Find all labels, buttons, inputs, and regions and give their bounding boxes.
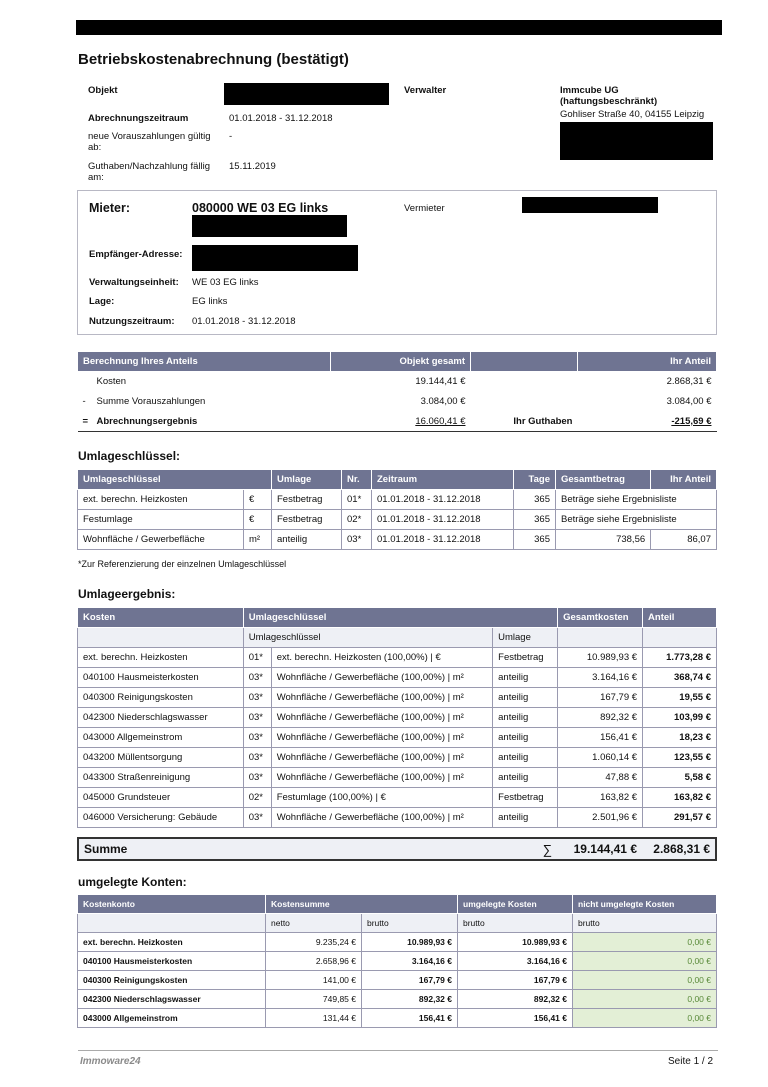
- redacted-empfaenger: [192, 245, 358, 271]
- abrechnungsergebnis-row: = Abrechnungsergebnis 16.060,41 € Ihr Guthaben -215,69 €: [78, 412, 717, 432]
- umlageergebnis-title: Umlageergebnis:: [78, 587, 176, 601]
- redacted-vermieter: [522, 197, 658, 213]
- nutzungszeitraum-value: 01.01.2018 - 31.12.2018: [192, 316, 296, 327]
- table-row: Festumlage € Festbetrag 02* 01.01.2018 - 31.12.2018 365 Beträge siehe Ergebnisliste: [78, 510, 717, 530]
- table-row: 040100 Hausmeisterkosten 2.658,96 € 3.164,16 € 3.164,16 € 0,00 €: [78, 952, 717, 971]
- table-row: ext. berechn. Heizkosten 9.235,24 € 10.989,93 € 10.989,93 € 0,00 €: [78, 933, 717, 952]
- verwalter-name: Immcube UG (haftungsbeschränkt): [560, 85, 658, 107]
- footer-brand: Immoware24: [80, 1056, 141, 1067]
- table-row: 040300 Reinigungskosten 141,00 € 167,79 € 167,79 € 0,00 €: [78, 971, 717, 990]
- verwaltungseinheit-value: WE 03 EG links: [192, 277, 259, 288]
- table-row: 043300 Straßenreinigung 03* Wohnfläche / Gewerbefläche (100,00%) | m² anteilig 47,88 € 5,58 €: [78, 768, 717, 788]
- table-row: 040100 Hausmeisterkosten 03* Wohnfläche / Gewerbefläche (100,00%) | m² anteilig 3.164,16 € 368,74 €: [78, 668, 717, 688]
- berechnung-row: - Summe Vorauszahlungen 3.084,00 € 3.084,00 €: [82, 396, 712, 407]
- table-row: 043000 Allgemeinstrom 131,44 € 156,41 € 156,41 € 0,00 €: [78, 1009, 717, 1028]
- mieter-value: 080000 WE 03 EG links: [192, 201, 329, 215]
- zeitraum-label: Abrechnungszeitraum: [88, 113, 189, 124]
- umlageschluessel-title: Umlageschlüssel:: [78, 449, 181, 463]
- footer-divider: [78, 1050, 718, 1051]
- mieter-label: Mieter:: [89, 201, 130, 215]
- empfaenger-label: Empfänger-Adresse:: [89, 249, 183, 260]
- lage-label: Lage:: [89, 296, 115, 307]
- vorauszahlungen-label: neue Vorauszahlungen gültig ab:: [88, 131, 211, 153]
- nutzungszeitraum-label: Nutzungszeitraum:: [89, 316, 175, 327]
- umlageergebnis-table: Kosten Umlageschlüssel Gesamtkosten Anteil Umlageschlüssel Umlage ext. berechn. Heizkosten 01* ext. berechn. Heizkosten (100,00%) | € Festbetrag 10.989,93 € 1.773,28 € 040100 Hausmeisterkosten 03* Wohnfläche / Gewerbefläche (100,00%) | m² anteilig 3.164,16 € 368,74 € 040300 Reinigungskosten 03* Wohnfläche / Gewerbefläche (100,00%) | m² anteilig 167,79 € 19,55 € 042300 Niederschlagswasser 03* Wohnfläche / Gewerbefläche (100,00%) | m² anteilig 892,32 € 103,99 € 043000 Allgemeinstrom 03* Wohnfläche / Gewerbefläche (100,00%) | m² anteilig 156,41 € 18,23 € 043200 Müllentsorgung 03* Wohnfläche / Gewerbefläche (100,00%) | m² anteilig 1.060,14 € 123,55 € 043300 Straßenreinigung 03* Wohnfläche / Gewerbefläche (100,00%) | m² anteilig 47,88 € 5,58 € 045000 Grundsteuer 02* Festumlage (100,00%) | € Festbetrag 163,82 € 163,82 € 046000 Versicherung: Gebäude 03* Wohnfläche / Gewerbefläche (100,00%) | m² anteilig 2.501,96 € 291,57 €: [77, 607, 717, 828]
- faellig-value: 15.11.2019: [229, 161, 276, 172]
- konten-table: Kostenkonto Kostensumme umgelegte Kosten nicht umgelegte Kosten netto brutto brutto brutto ext. berechn. Heizkosten 9.235,24 € 10.989,93 € 10.989,93 € 0,00 € 040100 Hausmeisterkosten 2.658,96 € 3.164,16 € 3.164,16 € 0,00 € 040300 Reinigungskosten 141,00 € 167,79 € 167,79 € 0,00 € 042300 Niederschlagswasser 749,85 € 892,32 € 892,32 € 0,00 € 043000 Allgemeinstrom 131,44 € 156,41 € 156,41 € 0,00 €: [77, 894, 717, 1028]
- table-row: 046000 Versicherung: Gebäude 03* Wohnfläche / Gewerbefläche (100,00%) | m² anteilig 2.501,96 € 291,57 €: [78, 808, 717, 828]
- summe-label: Summe: [84, 842, 128, 856]
- objekt-gesamt-header: Objekt gesamt: [331, 352, 471, 372]
- verwalter-label: Verwalter: [404, 85, 447, 96]
- berechnung-header: Berechnung Ihres Anteils: [78, 352, 331, 372]
- konten-title: umgelegte Konten:: [78, 875, 187, 889]
- redacted-mieter-name: [192, 215, 347, 237]
- table-row: Wohnfläche / Gewerbefläche m² anteilig 03* 01.01.2018 - 31.12.2018 365 738,56 86,07: [78, 530, 717, 550]
- table-row: 042300 Niederschlagswasser 749,85 € 892,32 € 892,32 € 0,00 €: [78, 990, 717, 1009]
- table-row: 040300 Reinigungskosten 03* Wohnfläche / Gewerbefläche (100,00%) | m² anteilig 167,79 € 19,55 €: [78, 688, 717, 708]
- objekt-label: Objekt: [88, 85, 118, 96]
- redaction-bar: [76, 20, 722, 35]
- table-row: 043000 Allgemeinstrom 03* Wohnfläche / Gewerbefläche (100,00%) | m² anteilig 156,41 € 18,23 €: [78, 728, 717, 748]
- faellig-label: Guthaben/Nachzahlung fällig am:: [88, 161, 211, 183]
- zeitraum-value: 01.01.2018 - 31.12.2018: [229, 113, 333, 124]
- vermieter-label: Vermieter: [404, 203, 445, 214]
- vorauszahlungen-value: -: [229, 131, 233, 142]
- verwalter-address: Gohliser Straße 40, 04155 Leipzig: [560, 109, 705, 120]
- table-row: ext. berechn. Heizkosten € Festbetrag 01* 01.01.2018 - 31.12.2018 365 Beträge siehe Ergebnisliste: [78, 490, 717, 510]
- page-number: Seite 1 / 2: [668, 1056, 714, 1067]
- berechnung-row: Kosten 19.144,41 € 2.868,31 €: [96, 376, 712, 388]
- berechnung-table: [77, 351, 717, 432]
- table-row: 042300 Niederschlagswasser 03* Wohnfläche / Gewerbefläche (100,00%) | m² anteilig 892,32 € 103,99 €: [78, 708, 717, 728]
- summe-row: Summe ∑ 19.144,41 € 2.868,31 €: [77, 837, 717, 861]
- ihr-anteil-header: Ihr Anteil: [578, 352, 717, 372]
- umlageschluessel-table: Umlageschlüssel Umlage Nr. Zeitraum Tage Gesamtbetrag Ihr Anteil ext. berechn. Heizkosten € Festbetrag 01* 01.01.2018 - 31.12.2018 365 Beträge siehe Ergebnisliste Festumlage € Festbetrag 02* 01.01.2018 - 31.12.2018 365 Beträge siehe Ergebnisliste Wohnfläche / Gewerbefläche m² anteilig 03* 01.01.2018 - 31.12.2018 365 738,56 86,07: [77, 469, 717, 550]
- redacted-verwalter: [560, 122, 713, 160]
- lage-value: EG links: [192, 296, 228, 307]
- redacted-objekt: [224, 83, 389, 105]
- sigma-icon: ∑: [542, 841, 552, 857]
- page-title: Betriebskostenabrechnung (bestätigt): [78, 51, 349, 68]
- verwaltungseinheit-label: Verwaltungseinheit:: [89, 277, 179, 288]
- table-row: ext. berechn. Heizkosten 01* ext. berechn. Heizkosten (100,00%) | € Festbetrag 10.989,93 € 1.773,28 €: [78, 648, 717, 668]
- footnote: *Zur Referenzierung der einzelnen Umlageschlüssel: [78, 559, 287, 569]
- table-row: 045000 Grundsteuer 02* Festumlage (100,00%) | € Festbetrag 163,82 € 163,82 €: [78, 788, 717, 808]
- table-row: 043200 Müllentsorgung 03* Wohnfläche / Gewerbefläche (100,00%) | m² anteilig 1.060,14 € 123,55 €: [78, 748, 717, 768]
